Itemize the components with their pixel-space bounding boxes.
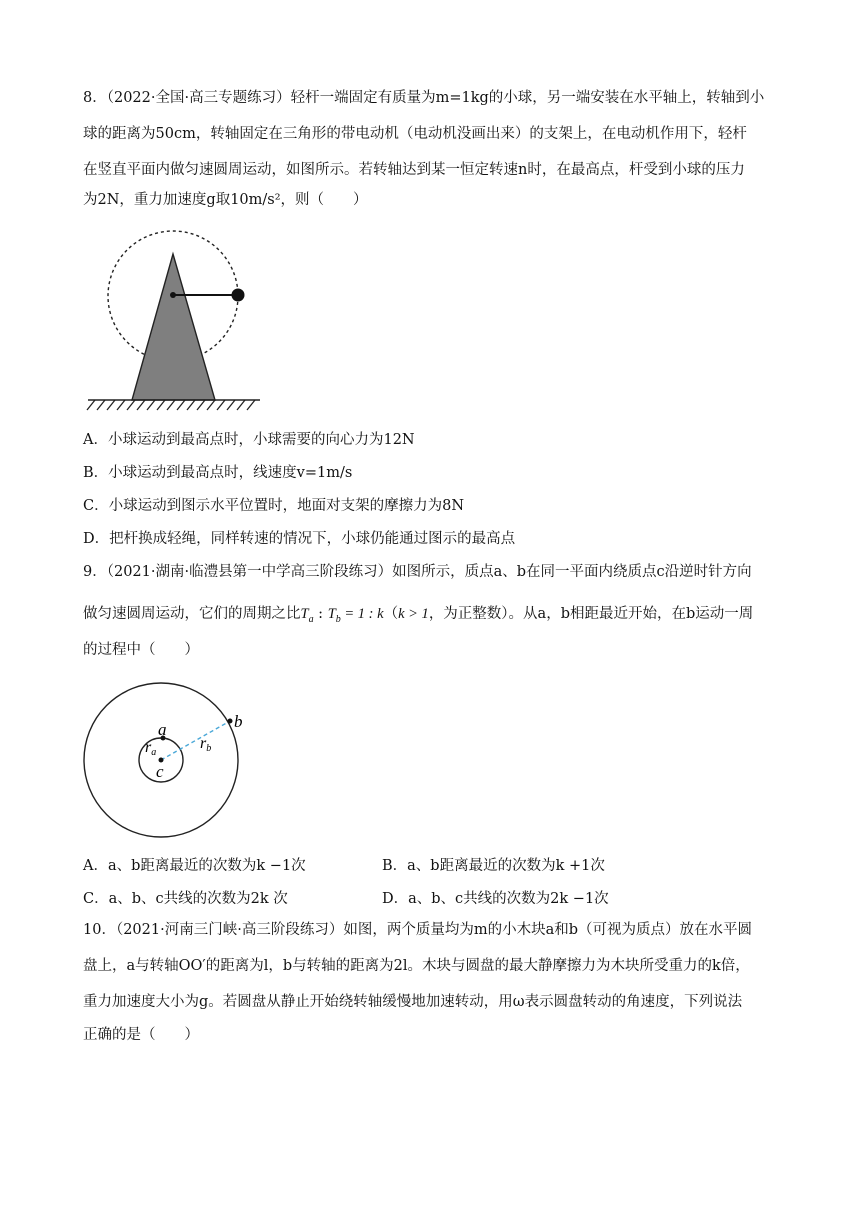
q9-option-c[interactable]: C．a、b、c共线的次数为2k 次 [83,891,288,907]
q8-option-a[interactable]: A．小球运动到最高点时，小球需要的向心力为12N [83,432,415,448]
q9-option-a[interactable]: A．a、b距离最近的次数为k −1次 [83,858,306,874]
triangle-support [132,254,215,400]
period-tb: T [327,606,336,622]
q9-option-b[interactable]: B．a、b距离最近的次数为k +1次 [382,858,605,874]
q10-line-1: 10．（2021·河南三门峡·高三阶段练习）如图，两个质量均为m的小木块a和b（可视为质点）放在水平圆 [83,922,752,938]
q10-line-3: 重力加速度大小为g。若圆盘从静止开始绕转轴缓慢地加速转动，用ω表示圆盘转动的角速度，下列说法 [83,994,743,1010]
q9-figure [82,685,242,835]
q8-option-d[interactable]: D．把杆换成轻绳，同样转速的情况下，小球仍能通过图示的最高点 [83,531,516,547]
label-ra: ra [145,739,157,758]
q8-option-c[interactable]: C．小球运动到图示水平位置时，地面对支架的摩擦力为8N [83,498,465,514]
q9-option-d[interactable]: D．a、b、c共线的次数为2k −1次 [382,891,609,907]
q9-line-3: 的过程中（ ） [83,642,199,658]
q9-line-2-tail: ，为正整数）。从a，b相距最近开始，在b运动一周 [428,606,754,622]
k-condition: k > 1 [398,606,429,622]
q8-line-3: 在竖直平面内做匀速圆周运动，如图所示。若转轴达到某一恒定转速n时，在最高点，杆受到小球的压力 [83,162,745,178]
label-b: b [234,712,243,731]
q10-line-2: 盘上，a与转轴OO′的距离为l，b与转轴的距离为2l。木块与圆盘的最大静摩擦力为木块所受重力的k倍， [83,958,750,974]
q8-line-4: 为2N，重力加速度g取10m/s²，则（ ） [83,192,368,208]
ground-hatching [87,400,255,410]
q10-line-4: 正确的是（ ） [83,1027,199,1043]
q8-line-1: 8．（2022·全国·高三专题练习）轻杆一端固定有质量为m=1kg的小球，另一端安装在水平轴上，转轴到小 [83,90,765,106]
period-ta: T [300,606,309,622]
ball [232,289,245,302]
q9-line-1: 9．（2021·湖南·临澧县第一中学高三阶段练习）如图所示，质点a、b在同一平面内绕质点c沿逆时针方向 [83,564,752,580]
label-c: c [156,762,164,781]
label-a: a [158,720,167,739]
q9-line-2-text: 做匀速圆周运动，它们的周期之比 [83,606,301,622]
q8-option-b[interactable]: B．小球运动到最高点时，线速度v=1m/s [83,465,353,481]
q8-line-2: 球的距离为50cm，转轴固定在三角形的带电动机（电动机没画出来）的支架上，在电动机作用下，轻杆 [83,126,747,142]
label-rb: rb [200,735,212,754]
q8-figure [82,222,272,412]
ratio-colon: : [313,606,328,622]
period-ta-sub: a [308,613,314,625]
q9-line-2 [83,604,753,630]
ratio-value: = 1 : k [340,606,384,622]
paren-open: （ [383,606,399,622]
period-tb-sub: b [335,613,341,625]
point-b [228,719,233,724]
axis-dot [170,292,176,298]
